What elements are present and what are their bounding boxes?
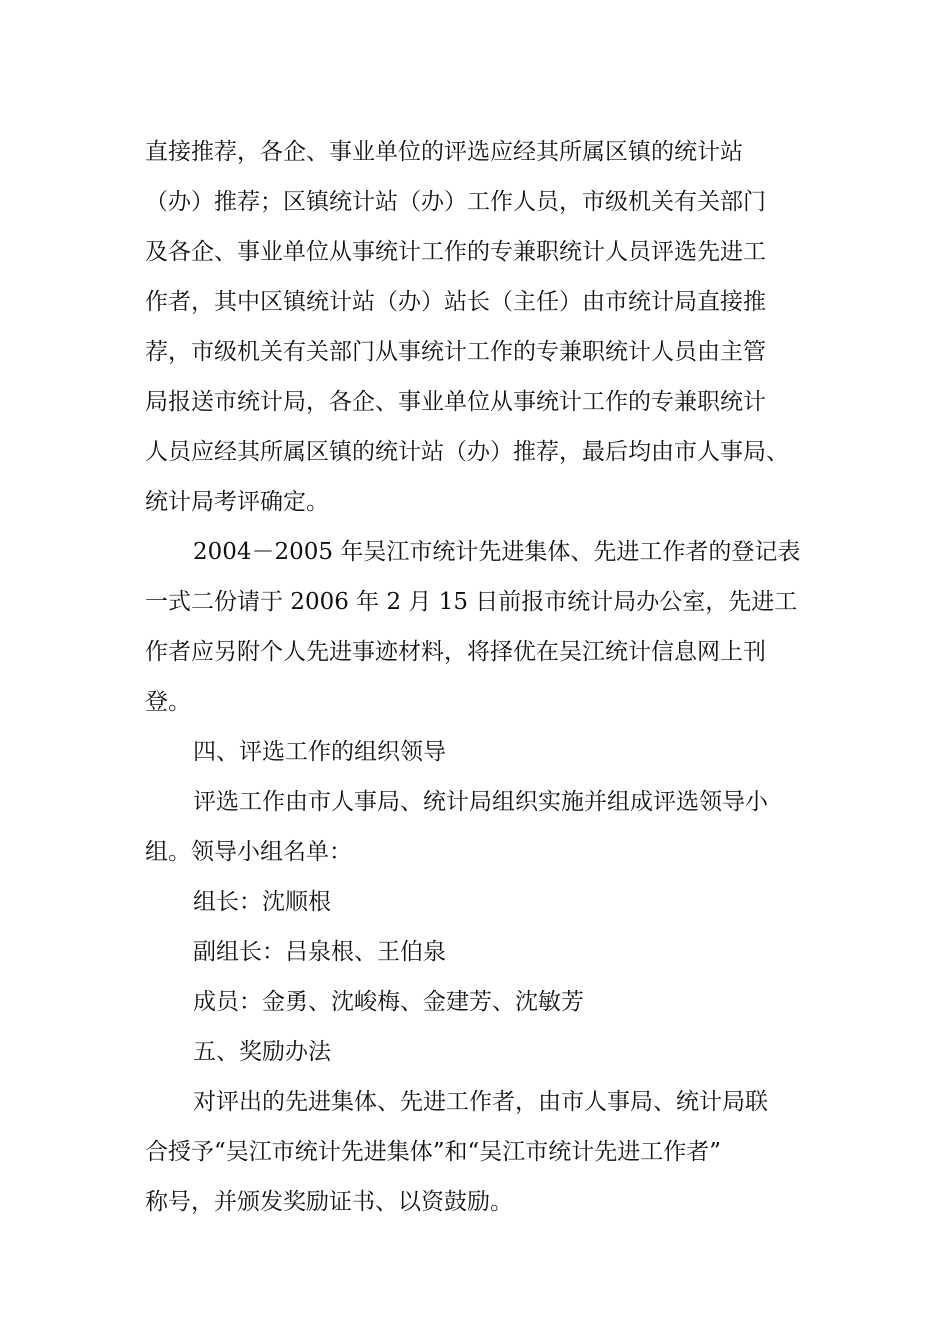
members-line: 成员：金勇、沈峻梅、金建芳、沈敏芳 bbox=[193, 989, 584, 1015]
text-line: 一式二份请于 2006 年 2 月 15 日前报市统计局办公室，先进工 bbox=[145, 589, 798, 615]
text-line: 人员应经其所属区镇的统计站（办）推荐，最后均由市人事局、 bbox=[145, 439, 789, 465]
text-line: 2004－2005 年吴江市统计先进集体、先进工作者的登记表 bbox=[193, 539, 801, 565]
text-line: 荐，市级机关有关部门从事统计工作的专兼职统计人员由主管 bbox=[145, 339, 766, 365]
text-line: 合授予“吴江市统计先进集体”和“吴江市统计先进工作者” bbox=[145, 1139, 722, 1165]
section-heading-organization: 四、评选工作的组织领导 bbox=[193, 739, 446, 765]
text-line: 组。领导小组名单： bbox=[145, 839, 352, 865]
text-line: 评选工作由市人事局、统计局组织实施并组成评选领导小 bbox=[193, 789, 768, 815]
text-line: 局报送市统计局，各企、事业单位从事统计工作的专兼职统计 bbox=[145, 389, 766, 415]
text-line: 作者，其中区镇统计站（办）站长（主任）由市统计局直接推 bbox=[145, 289, 766, 315]
text-line: 称号，并颁发奖励证书、以资鼓励。 bbox=[145, 1189, 513, 1215]
text-line: 统计局考评确定。 bbox=[145, 489, 329, 515]
text-line: 登。 bbox=[145, 689, 191, 715]
deputy-leaders-line: 副组长：吕泉根、王伯泉 bbox=[193, 939, 446, 965]
text-line: 作者应另附个人先进事迹材料，将择优在吴江统计信息网上刊 bbox=[145, 639, 766, 665]
text-line: 及各企、事业单位从事统计工作的专兼职统计人员评选先进工 bbox=[145, 239, 766, 265]
leader-line: 组长：沈顺根 bbox=[193, 889, 331, 915]
text-line: 直接推荐，各企、事业单位的评选应经其所属区镇的统计站 bbox=[145, 139, 743, 165]
text-line: 对评出的先进集体、先进工作者，由市人事局、统计局联 bbox=[193, 1089, 768, 1115]
text-line: （办）推荐；区镇统计站（办）工作人员，市级机关有关部门 bbox=[145, 189, 766, 215]
section-heading-rewards: 五、奖励办法 bbox=[193, 1039, 331, 1065]
